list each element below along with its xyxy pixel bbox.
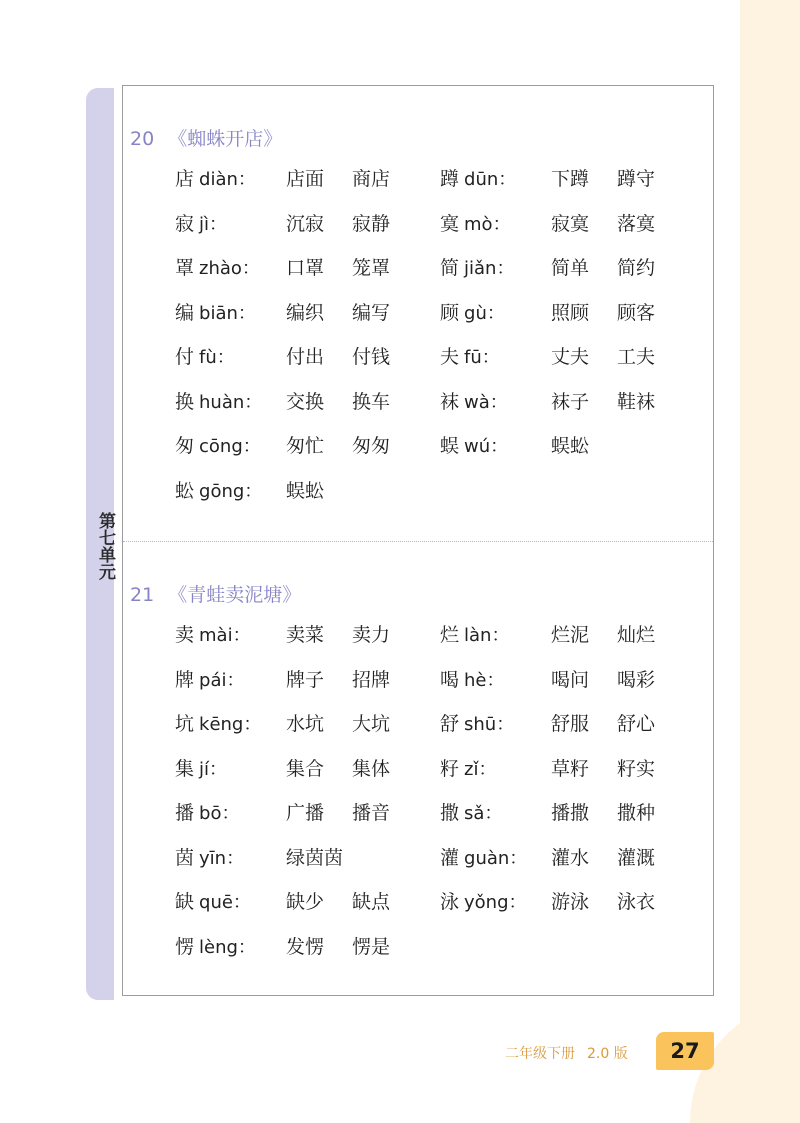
vocab-row: [123, 932, 713, 962]
pinyin: lèng：: [199, 936, 256, 958]
character: 烂: [440, 624, 460, 646]
vocab-entry: [440, 298, 505, 329]
example-word: 商店: [352, 168, 391, 190]
character: 夫: [440, 346, 460, 368]
example-word: 笼罩: [352, 257, 391, 279]
character: 喝: [440, 668, 460, 691]
unit-label: 第七单元: [95, 512, 115, 580]
example-word: 蹲守: [617, 168, 656, 190]
vocab-row: [123, 431, 713, 461]
example-word: 口罩: [286, 257, 325, 279]
pinyin: yǒng：: [464, 892, 527, 913]
lesson-heading: [130, 124, 282, 151]
pinyin: zhào：: [199, 258, 260, 279]
lesson-section-20: [123, 86, 713, 541]
vocab-entry: [175, 887, 251, 918]
vocab-row: [123, 665, 713, 695]
vocab-entry: [440, 209, 511, 240]
example-word: 寂寞: [551, 212, 590, 235]
pinyin: zǐ：: [464, 758, 497, 780]
vocab-entry: [175, 253, 260, 284]
character: 缺: [175, 891, 195, 913]
character: 寂: [175, 212, 195, 235]
vocab-row: [123, 887, 713, 917]
character: 茵: [175, 846, 195, 869]
character: 撒: [440, 802, 460, 824]
vocab-row: [123, 164, 713, 194]
example-word: 照顾: [551, 301, 590, 324]
example-word: 工夫: [617, 346, 656, 368]
example-word: 交换: [286, 390, 325, 413]
example-word: 播撒: [551, 802, 590, 824]
example-word: 店面: [286, 168, 325, 190]
lesson-title: 《青蛙卖泥塘》: [168, 584, 302, 606]
character: 蹲: [440, 168, 460, 190]
vocab-entry: [440, 431, 508, 462]
footer-book-info: [505, 1043, 628, 1063]
character: 舒: [440, 713, 460, 735]
pinyin: huàn：: [199, 391, 263, 413]
example-word: 撒种: [617, 802, 656, 824]
example-word: 灌溉: [617, 846, 656, 869]
character: 店: [175, 168, 195, 190]
example-word: 水坑: [286, 713, 325, 735]
vocab-entry: [175, 209, 227, 240]
vocab-entry: [440, 253, 514, 284]
vocab-entry: [440, 709, 514, 740]
vocab-entry: [440, 932, 445, 963]
pinyin: kēng：: [199, 714, 262, 735]
pinyin: yīn：: [199, 847, 245, 869]
vocab-entry: [175, 387, 262, 418]
pinyin: gōng：: [199, 480, 263, 502]
character: 灌: [440, 846, 460, 869]
character: 匆: [175, 435, 195, 457]
pinyin: gù：: [464, 302, 505, 324]
pinyin: hè：: [464, 669, 505, 691]
example-word: 顾客: [617, 301, 656, 324]
vocab-entry: [440, 476, 445, 507]
character: 罩: [175, 257, 195, 279]
character: 换: [175, 390, 195, 413]
pinyin: wú：: [464, 436, 509, 457]
example-word: 集体: [352, 757, 391, 780]
example-word: 愣是: [352, 935, 391, 958]
example-word: 简单: [551, 257, 590, 279]
example-word: 烂泥: [551, 624, 590, 646]
example-word: 草籽: [551, 757, 590, 780]
character: 蜈: [440, 435, 460, 457]
example-word: 泳衣: [617, 891, 656, 913]
vocab-row: [123, 298, 713, 328]
vocab-row: [123, 620, 713, 650]
vocab-entry: [440, 665, 505, 696]
example-word: 付钱: [352, 346, 391, 368]
example-word: 丈夫: [551, 346, 590, 368]
example-word: 游泳: [551, 891, 590, 913]
example-word: 寂静: [352, 212, 391, 235]
lesson-title: 《蜘蛛开店》: [168, 128, 283, 150]
example-word: 编写: [352, 301, 391, 324]
vocab-row: [123, 253, 713, 283]
vocab-entry: [175, 843, 244, 874]
book-version: 2.0 版: [587, 1046, 628, 1062]
vocab-row: [123, 798, 713, 828]
pinyin: jí：: [199, 758, 228, 780]
vocab-entry: [175, 298, 256, 329]
example-word: 发愣: [286, 935, 325, 958]
vocab-entry: [175, 620, 251, 651]
pinyin: mò：: [464, 213, 511, 235]
example-word: 付出: [286, 346, 325, 368]
pinyin: dūn：: [464, 169, 517, 190]
example-word: 舒心: [617, 713, 656, 735]
example-word: 下蹲: [551, 168, 590, 190]
character: 愣: [175, 935, 195, 958]
lesson-number: 21: [130, 584, 155, 606]
character: 坑: [175, 713, 195, 735]
example-word: 卖力: [352, 624, 391, 646]
example-word: 蜈蚣: [286, 479, 325, 502]
vocab-entry: [440, 387, 508, 418]
vocab-entry: [440, 887, 527, 918]
character: 编: [175, 301, 195, 324]
example-word: 编织: [286, 301, 325, 324]
pinyin: cōng：: [199, 436, 261, 457]
vocab-entry: [175, 709, 261, 740]
example-word: 鞋袜: [617, 390, 656, 413]
pinyin: jiǎn：: [464, 258, 515, 279]
lesson-number: 20: [130, 128, 155, 150]
vocab-row: [123, 209, 713, 239]
example-word: 换车: [352, 390, 391, 413]
example-word: 蜈蚣: [551, 435, 590, 457]
example-word: 灿烂: [617, 624, 656, 646]
vocab-row: [123, 476, 713, 506]
pinyin: sǎ：: [464, 803, 503, 824]
example-word: 集合: [286, 757, 325, 780]
pinyin: jì：: [199, 213, 228, 235]
pinyin: làn：: [464, 625, 510, 646]
vocab-entry: [440, 754, 496, 785]
example-word: 匆忙: [286, 435, 325, 457]
pinyin: fù：: [199, 347, 235, 368]
pinyin: wà：: [464, 391, 508, 413]
character: 顾: [440, 301, 460, 324]
example-word: 大坑: [352, 713, 391, 735]
vocab-entry: [440, 164, 516, 195]
example-word: 袜子: [551, 390, 590, 413]
pinyin: guàn：: [464, 847, 528, 869]
example-word: 招牌: [352, 668, 391, 691]
pinyin: diàn：: [199, 169, 256, 190]
character: 牌: [175, 668, 195, 691]
pinyin: pái：: [199, 669, 245, 691]
example-word: 喝彩: [617, 668, 656, 691]
character: 付: [175, 346, 195, 368]
vocab-entry: [440, 843, 527, 874]
character: 寞: [440, 212, 460, 235]
example-word: 播音: [352, 802, 391, 824]
character: 泳: [440, 891, 460, 913]
pinyin: quē：: [199, 892, 251, 913]
vocab-row: [123, 709, 713, 739]
example-word: 灌水: [551, 846, 590, 869]
character: 籽: [440, 757, 460, 780]
example-word: 简约: [617, 257, 656, 279]
vocabulary-box: [122, 85, 714, 996]
example-word: 喝问: [551, 668, 590, 691]
vocab-entry: [175, 342, 235, 373]
character: 卖: [175, 624, 195, 646]
pinyin: biān：: [199, 302, 256, 324]
vocab-entry: [175, 164, 256, 195]
lesson-heading: [130, 580, 301, 607]
vocab-entry: [440, 620, 509, 651]
example-word: 广播: [286, 802, 325, 824]
pinyin: shū：: [464, 714, 515, 735]
vocab-row: [123, 754, 713, 784]
vocab-entry: [440, 798, 502, 829]
vocab-row: [123, 342, 713, 372]
pinyin: bō：: [199, 803, 240, 824]
pinyin: mài：: [199, 625, 251, 646]
character: 播: [175, 802, 195, 824]
pinyin: fū：: [464, 347, 500, 368]
example-word: 缺点: [352, 891, 391, 913]
example-word: 匆匆: [352, 435, 391, 457]
vocab-row: [123, 387, 713, 417]
vocab-entry: [175, 665, 244, 696]
example-word: 籽实: [617, 757, 656, 780]
vocab-entry: [175, 431, 261, 462]
example-word: 绿茵茵: [286, 846, 344, 869]
vocab-entry: [175, 932, 256, 963]
character: 袜: [440, 390, 460, 413]
example-word: 缺少: [286, 891, 325, 913]
example-word: 卖菜: [286, 624, 325, 646]
example-word: 舒服: [551, 713, 590, 735]
example-word: 沉寂: [286, 212, 325, 235]
example-word: 牌子: [286, 668, 325, 691]
book-name: 二年级下册: [505, 1046, 575, 1062]
lesson-section-21: [123, 542, 713, 997]
character: 集: [175, 757, 195, 780]
page-number-badge: 27: [656, 1032, 714, 1070]
example-word: 落寞: [617, 212, 656, 235]
vocab-row: [123, 843, 713, 873]
vocab-entry: [175, 754, 227, 785]
vocab-entry: [175, 798, 239, 829]
character: 简: [440, 257, 460, 279]
vocab-entry: [440, 342, 500, 373]
character: 蚣: [175, 479, 195, 502]
vocab-entry: [175, 476, 262, 507]
